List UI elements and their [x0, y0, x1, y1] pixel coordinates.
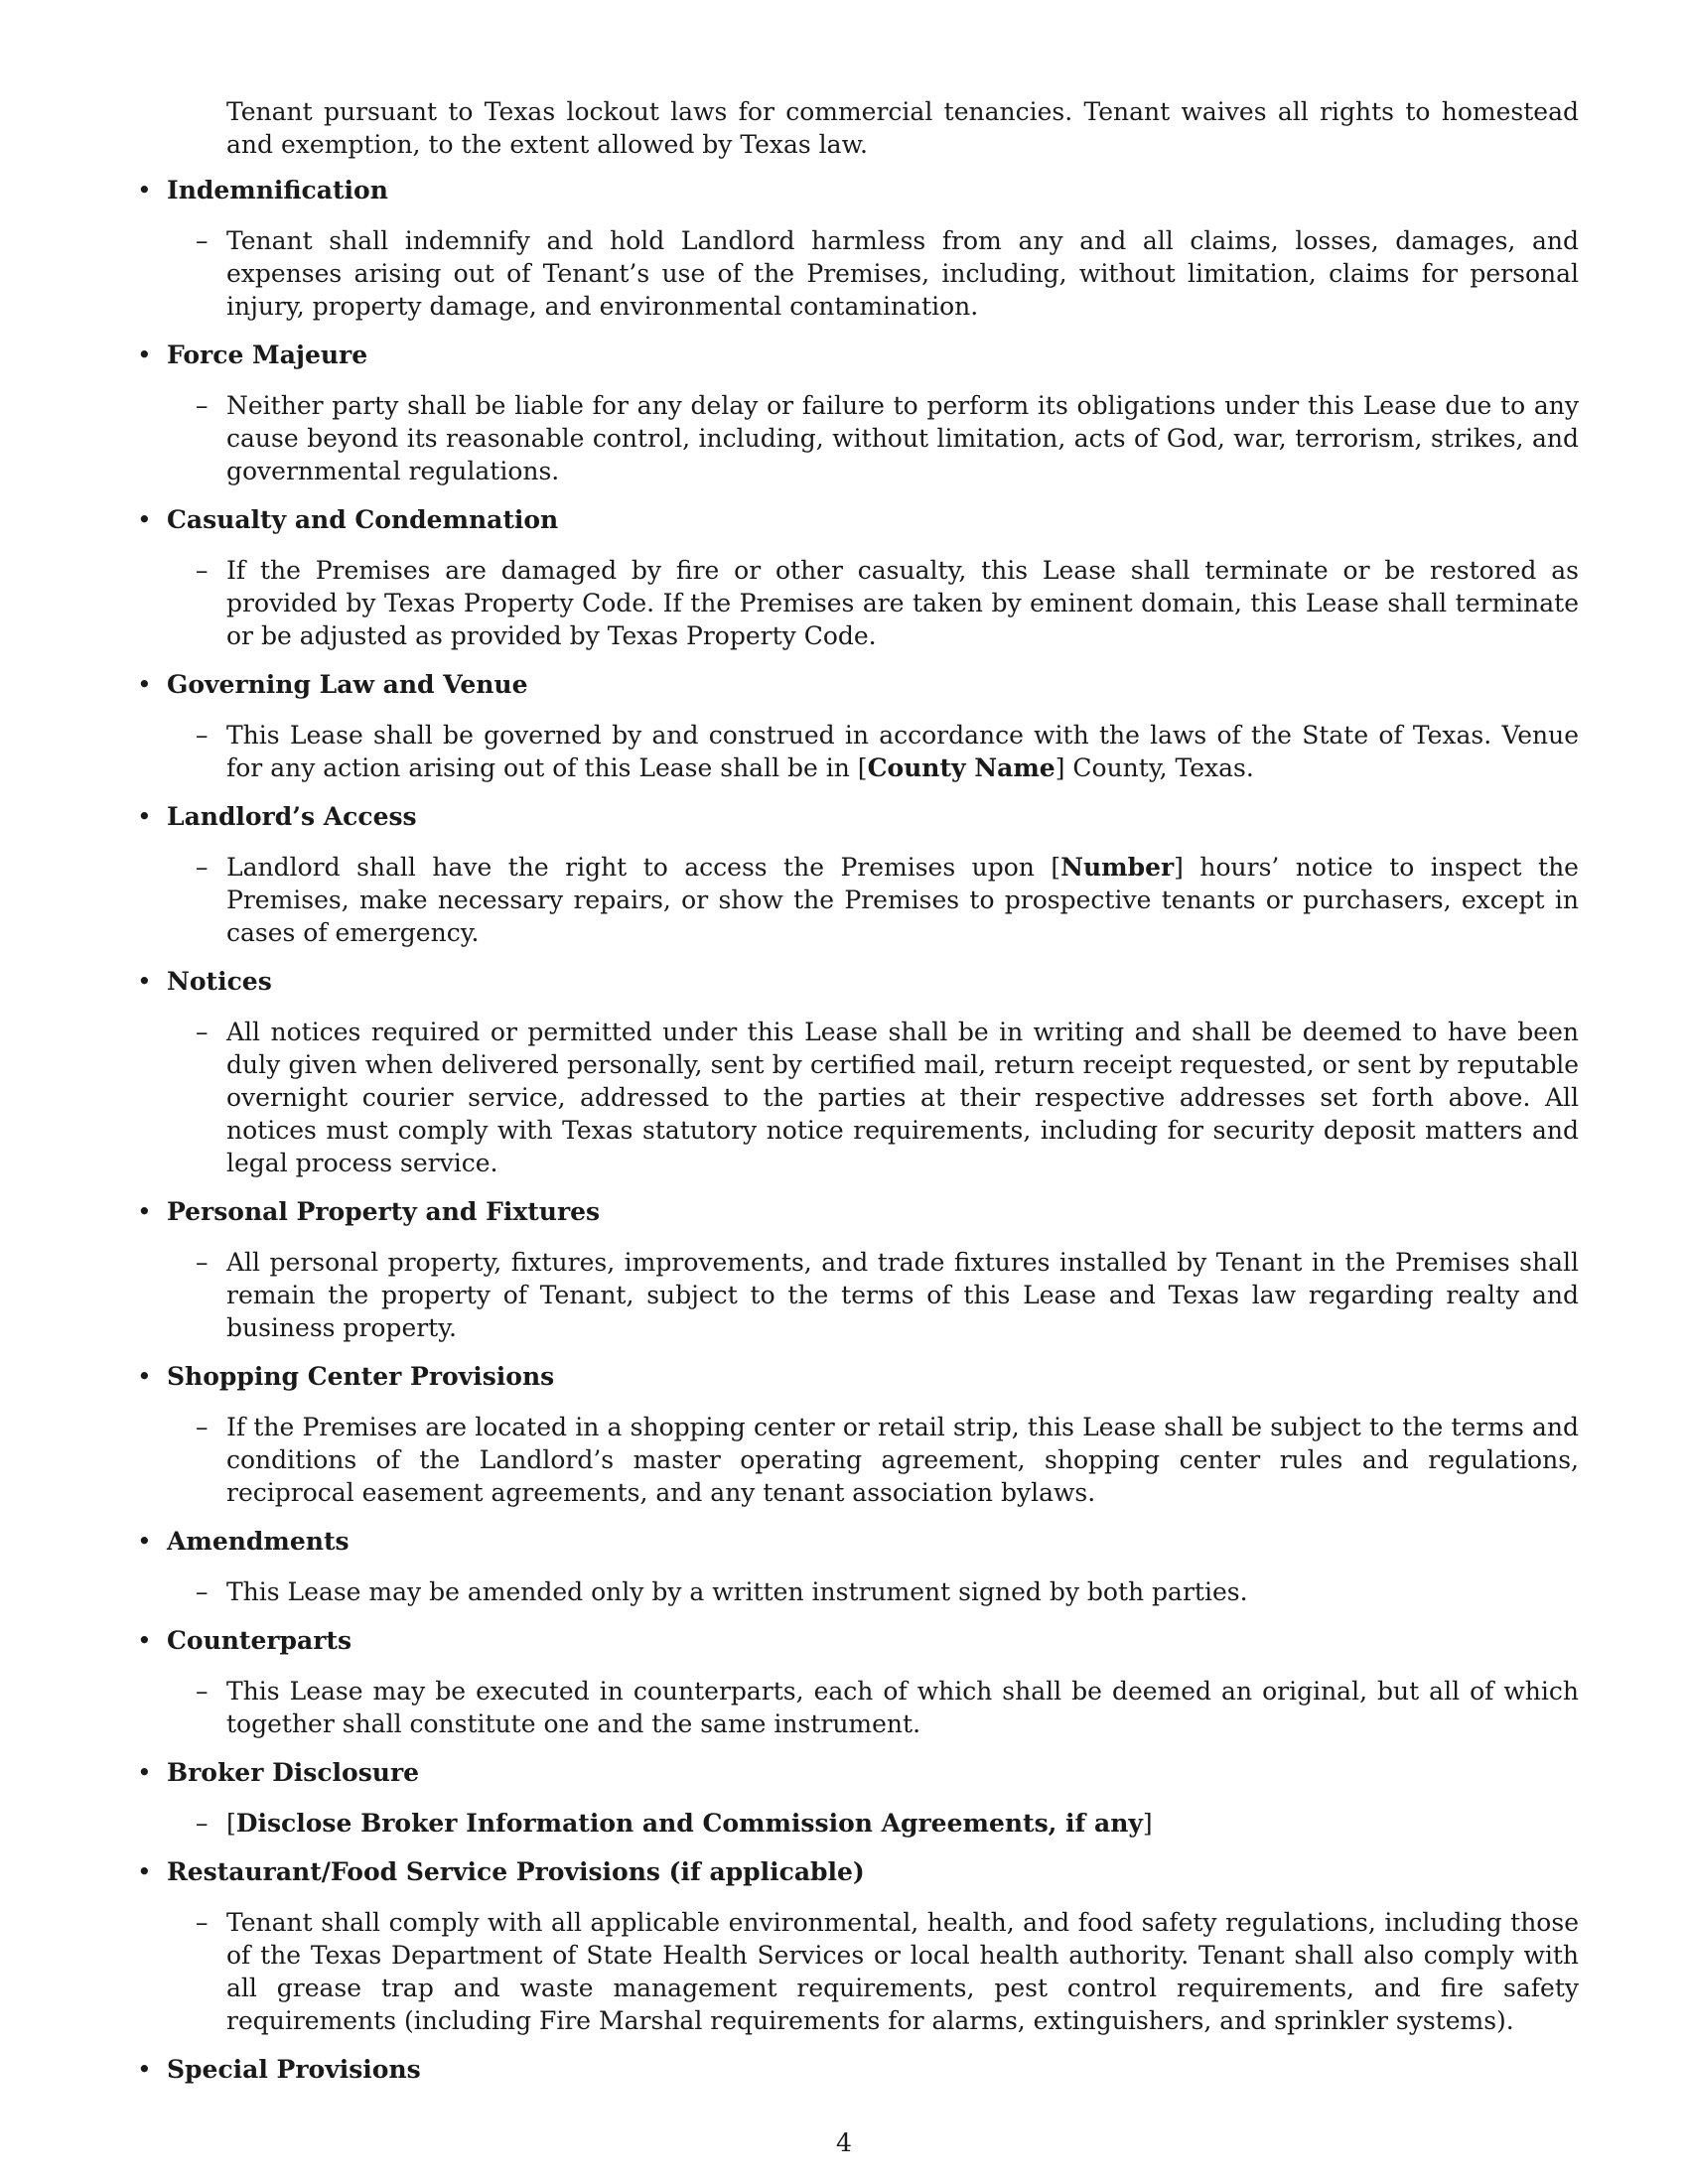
bullet-icon: • [137, 505, 152, 534]
section-heading: Landlord’s Access [167, 802, 417, 831]
section-text: If the Premises are located in a shopping center or retail strip, this Lease shall be subject to the terms and conditions of the Landlord’s master operating agreement, shopping center rules and regulations, reciprocal easement agreements, and any tenant association bylaws. [226, 1413, 1579, 1507]
placeholder-broker-info: Disclose Broker Information and Commission Agreements, if any [235, 1809, 1143, 1838]
section-restaurant-provisions [133, 1855, 1579, 2037]
section-amendments [133, 1525, 1579, 1608]
dash-icon: – [196, 391, 209, 420]
bullet-icon: • [137, 670, 152, 699]
bullet-icon: • [137, 1362, 152, 1391]
bullet-icon: • [137, 1626, 152, 1655]
bullet-icon: • [137, 2055, 152, 2084]
section-text: All notices required or permitted under this Lease shall be in writing and shall be deemed to have been duly given when delivered personally, sent by certified mail, return receipt requested, or sent by reputable overnight courier service, addressed to the parties at their respective addresses set forth above. All notices must comply with Texas statutory notice requirements, including for security deposit matters and legal process service. [226, 1018, 1579, 1177]
dash-icon: – [196, 1413, 209, 1441]
section-text: If the Premises are damaged by fire or other casualty, this Lease shall terminate or be restored as provided by Texas Property Code. If the Premises are taken by eminent domain, this Lease shall terminate or be adjusted as provided by Texas Property Code. [226, 556, 1579, 650]
section-force-majeure [133, 339, 1579, 487]
section-text-after: ] County, Texas. [1055, 753, 1254, 782]
section-text: This Lease may be amended only by a written instrument signed by both parties. [226, 1577, 1248, 1606]
dash-icon: – [196, 1677, 209, 1706]
section-heading: Counterparts [167, 1626, 352, 1655]
section-indemnification [133, 174, 1579, 323]
document-page [133, 95, 1579, 2104]
section-text: All personal property, fixtures, improvements, and trade fixtures installed by Tenant in the Premises shall remain the property of Tenant, subject to the terms of this Lease and Texas law regarding realty and business property. [226, 1248, 1579, 1342]
section-heading: Restaurant/Food Service Provisions (if applicable) [167, 1857, 865, 1886]
placeholder-number: Number [1060, 853, 1175, 882]
section-heading: Governing Law and Venue [167, 670, 528, 699]
section-broker-disclosure [133, 1756, 1579, 1840]
section-text: [ [226, 1809, 236, 1838]
dash-icon: – [196, 1577, 209, 1606]
section-personal-property [133, 1195, 1579, 1344]
dash-icon: – [196, 1908, 209, 1937]
section-heading: Amendments [167, 1527, 350, 1556]
section-heading: Notices [167, 967, 272, 996]
section-heading: Indemnification [167, 176, 388, 205]
section-text: Landlord shall have the right to access the Premises upon [ [226, 853, 1061, 882]
placeholder-county-name: County Name [867, 753, 1055, 782]
section-governing-law [133, 668, 1579, 784]
bullet-icon: • [137, 1197, 152, 1226]
section-heading: Broker Disclosure [167, 1758, 420, 1787]
page-number: 4 [836, 2128, 852, 2157]
bullet-icon: • [137, 802, 152, 831]
section-counterparts [133, 1624, 1579, 1740]
dash-icon: – [196, 853, 209, 882]
section-text: This Lease shall be governed by and construed in accordance with the laws of the State of Texas. Venue for any action arising out of this Lease shall be in [ [226, 721, 1579, 782]
bullet-icon: • [137, 176, 152, 205]
section-text: This Lease may be executed in counterparts, each of which shall be deemed an original, but all of which together shall constitute one and the same instrument. [226, 1677, 1579, 1738]
section-text: Neither party shall be liable for any delay or failure to perform its obligations under this Lease due to any cause beyond its reasonable control, including, without limitation, acts of God, war, terrorism, strikes, and governmental regulations. [226, 391, 1579, 485]
bullet-icon: • [137, 1857, 152, 1886]
bullet-icon: • [137, 967, 152, 996]
section-heading: Casualty and Condemnation [167, 505, 559, 534]
section-heading: Personal Property and Fixtures [167, 1197, 601, 1226]
dash-icon: – [196, 226, 209, 255]
bullet-icon: • [137, 1527, 152, 1556]
dash-icon: – [196, 556, 209, 585]
section-text: Tenant shall comply with all applicable environmental, health, and food safety regulations, including those of the Texas Department of State Health Services or local health authority. Tenant shall also comply with all grease trap and waste management requirements, pest control requirements, and fire safety requirements (including Fire Marshal requirements for alarms, extinguishers, and sprinkler systems). [226, 1908, 1579, 2035]
dash-icon: – [196, 1809, 209, 1838]
dash-icon: – [196, 1248, 209, 1277]
section-text-after: ] [1142, 1809, 1153, 1838]
section-special-provisions [133, 2053, 1579, 2086]
dash-icon: – [196, 721, 209, 750]
bullet-icon: • [137, 341, 152, 369]
section-heading: Special Provisions [167, 2055, 421, 2084]
continuation-paragraph: Tenant pursuant to Texas lockout laws for commercial tenancies. Tenant waives all rights to homestead and exemption, to the extent allowed by Texas law. [226, 97, 1579, 159]
section-landlord-access [133, 800, 1579, 949]
section-text: Tenant shall indemnify and hold Landlord harmless from any and all claims, losses, damages, and expenses arising out of Tenant’s use of the Premises, including, without limitation, claims for personal injury, property damage, and environmental contamination. [226, 226, 1579, 321]
dash-icon: – [196, 1018, 209, 1046]
bullet-icon: • [137, 1758, 152, 1787]
section-casualty-condemnation [133, 503, 1579, 652]
section-shopping-center [133, 1360, 1579, 1509]
section-heading: Force Majeure [167, 341, 368, 369]
section-text-after: ] hours’ notice to inspect the Premises, make necessary repairs, or show the Premises to prospective tenants or purchasers, except in cases of emergency. [226, 853, 1579, 947]
section-heading: Shopping Center Provisions [167, 1362, 555, 1391]
section-notices [133, 965, 1579, 1179]
